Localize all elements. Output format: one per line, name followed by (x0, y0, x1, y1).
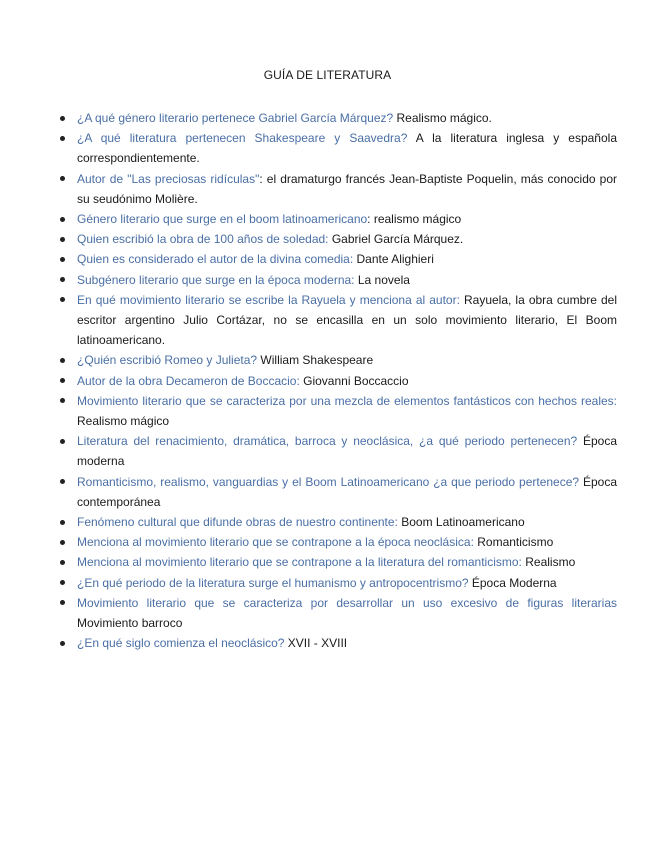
list-item (77, 593, 617, 633)
answer-text: XVII - XVIII (284, 636, 348, 651)
list-item (77, 391, 617, 431)
answer-text: Época contemporánea (77, 474, 618, 509)
question-text: Fenómeno cultural que difunde obras de nuestro continente: (77, 515, 398, 530)
answer-text: William Shakespeare (257, 353, 374, 368)
question-text: ¿A qué literatura pertenecen Shakespeare y Saavedra? (77, 131, 408, 146)
answer-text: Movimiento barroco (77, 616, 183, 631)
answer-text: Romanticismo (473, 535, 554, 550)
list-item (77, 472, 617, 512)
question-text: ¿A qué género literario pertenece Gabriel García Márquez? (77, 111, 394, 125)
answer-text: Gabriel García Márquez. (328, 232, 464, 247)
list-item (77, 431, 617, 471)
answer-text: A la literatura inglesa y española correspondientemente. (77, 131, 617, 166)
answer-text: Rayuela, la obra cumbre del escritor argentino Julio Cortázar, no se encasilla en un solo movimiento literario, El Boom latinoamericano. (77, 292, 617, 348)
question-text: Quien es considerado el autor de la divina comedia: (77, 252, 354, 267)
list-item (77, 209, 617, 229)
list-item (77, 573, 617, 593)
list-item (77, 290, 617, 351)
list-item (77, 532, 617, 552)
list-item (77, 169, 617, 209)
list-item (77, 270, 617, 290)
answer-text: Época moderna (77, 434, 618, 469)
question-text: Movimiento literario que se caracteriza por una mezcla de elementos fantásticos con hechos reales: (77, 393, 617, 408)
question-text: Autor de la obra Decameron de Boccacio: (77, 373, 300, 388)
list-item (77, 128, 617, 168)
answer-text: Realismo mágico. (393, 111, 492, 125)
answer-text: Giovanni Boccaccio (299, 373, 409, 388)
question-text: ¿En qué periodo de la literatura surge el humanismo y antropocentrismo? (77, 575, 469, 590)
answer-text: Realismo (521, 555, 576, 570)
answer-text: : realismo mágico (367, 212, 462, 227)
answer-text: : el dramaturgo francés Jean-Baptiste Poquelin, más conocido por su seudónimo Molière. (77, 171, 617, 206)
question-text: Subgénero literario que surge en la época moderna: (77, 272, 355, 287)
list-item (77, 229, 617, 249)
question-list (77, 108, 617, 653)
question-text: Autor de "Las preciosas ridículas" (77, 171, 260, 186)
list-item (77, 633, 617, 653)
answer-text: Boom Latinoamericano (397, 515, 525, 530)
answer-text: Dante Alighieri (353, 252, 434, 267)
question-text: Romanticismo, realismo, vanguardias y el Boom Latinoamericano ¿a que periodo pertenece? (77, 474, 580, 489)
list-item (77, 552, 617, 572)
answer-text: Realismo mágico (77, 414, 170, 429)
question-text: En qué movimiento literario se escribe la Rayuela y menciona al autor: (77, 292, 460, 307)
question-text: Género literario que surge en el boom latinoamericano (77, 212, 368, 227)
question-text: Literatura del renacimiento, dramática, barroca y neoclásica, ¿a qué periodo pertenecen? (77, 434, 578, 449)
question-text: ¿En qué siglo comienza el neoclásico? (77, 636, 285, 651)
list-item (77, 512, 617, 532)
list-item (77, 371, 617, 391)
question-text: Quien escribió la obra de 100 años de soledad: (77, 232, 329, 247)
list-item (77, 108, 617, 128)
answer-text: La novela (354, 272, 410, 287)
question-text: ¿Quién escribió Romeo y Julieta? (77, 353, 258, 368)
question-text: Movimiento literario que se caracteriza por desarrollar un uso excesivo de figuras literarias (77, 595, 617, 610)
answer-text: Época Moderna (468, 575, 557, 590)
document-title: GUÍA DE LITERATURA (263, 68, 392, 82)
list-item (77, 350, 617, 370)
question-text: Menciona al movimiento literario que se contrapone a la época neoclásica: (77, 535, 474, 550)
list-item (77, 249, 617, 269)
question-text: Menciona al movimiento literario que se contrapone a la literatura del romanticismo: (77, 555, 522, 570)
